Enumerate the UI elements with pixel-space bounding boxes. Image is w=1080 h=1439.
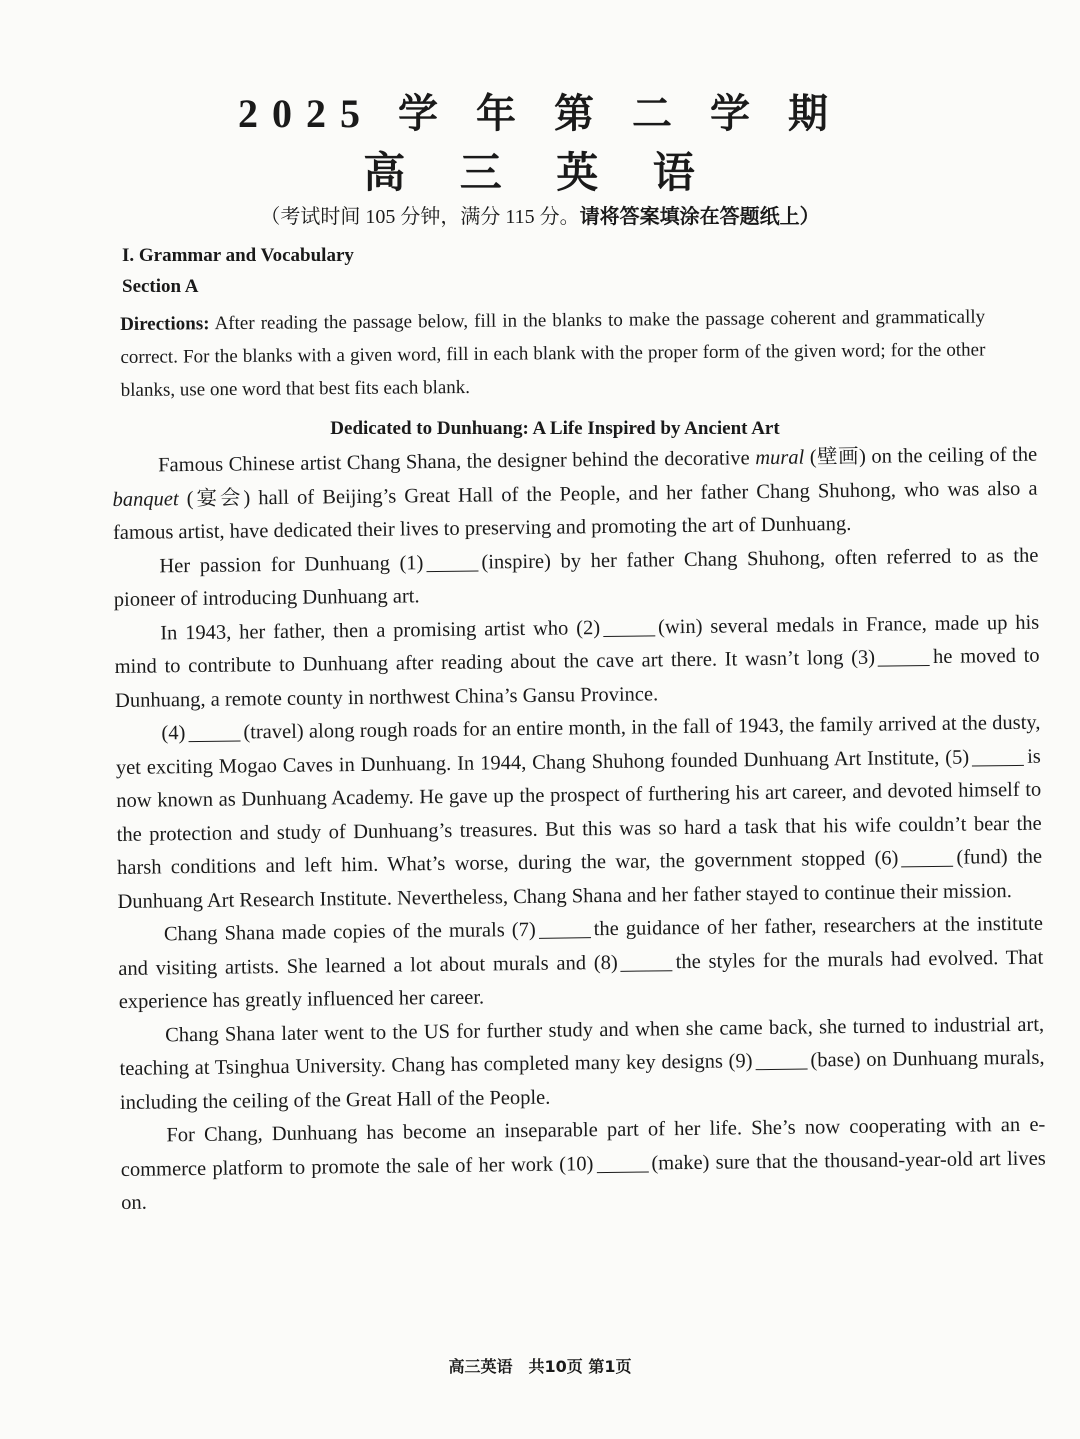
exam-note-instruction: 请将答案填涂在答题纸上） — [579, 206, 820, 228]
paragraph-4: (4) (travel) along rough roads for an entire month, in the fall of 1943, the family arrived at the dusty, yet exciting Mogao Caves in Dunhuang. In 1944, Chang Shuhong founded Dunhuang Art Institute, (5) is now known as Dunhuang Academy. He gave up the prospect of furthering his art career, and devoted himself to the protection and study of Dunhuang’s treasures. But this was so hard a task that his wife couldn’t bear the harsh conditions and left him. What’s worse, during the war, the government stopped (6) (fund) the Dunhuang Art Research Institute. Nevertheless, Chang Shana and her father stayed to continue their mission. — [115, 711, 1043, 913]
blank-6[interactable] — [901, 845, 953, 867]
keyword-banquet: banquet — [112, 487, 179, 511]
passage-title: Dedicated to Dunhuang: A Life Inspired by Ancient Art — [330, 418, 780, 439]
blank-4[interactable] — [188, 720, 240, 742]
blank-7[interactable] — [539, 917, 591, 939]
year-term-title: 2025 学 年 第 二 学 期 — [238, 91, 842, 136]
paragraph-6: Chang Shana later went to the US for further study and when she came back, she turned to industrial art, teaching at Tsinghua University. Chang has completed many key designs (9) (base) on Dunhuang murals, including the ceiling of the Great Hall of the People. — [119, 1013, 1045, 1114]
blank-8[interactable] — [621, 949, 673, 971]
section-heading: Section A — [122, 276, 199, 297]
paragraph-1: Famous Chinese artist Chang Shana, the designer behind the decorative mural (壁画) on the ceiling of the banquet (宴会) hall of Beijing’s Great Hall of the People, and her father Chang Shuhong, who was also a famous artist, have dedicated their lives to preserving and promoting the art of Dunhuang. — [112, 443, 1038, 544]
blank-10[interactable] — [596, 1151, 648, 1173]
blank-9[interactable] — [755, 1048, 807, 1070]
directions — [120, 300, 986, 407]
blank-1[interactable] — [426, 550, 478, 572]
blank-5[interactable] — [972, 744, 1024, 766]
exam-note-time: （考试时间 105 分钟，满分 115 分。 — [260, 206, 580, 228]
page-footer: 高三英语 共10页 第1页 — [448, 1357, 632, 1376]
paragraph-3: In 1943, her father, then a promising artist who (2) (win) several medals in France, made up his mind to contribute to Dunhuang after reading about the cave art there. It wasn’t long (3) he moved to Dunhuang, a remote county in northwest China’s Gansu Province. — [114, 611, 1040, 712]
keyword-mural: mural — [755, 446, 805, 470]
blank-2[interactable] — [603, 614, 655, 636]
subject-title: 高 三 英 语 — [363, 151, 717, 197]
part-heading: I. Grammar and Vocabulary — [122, 245, 354, 266]
blank-3[interactable] — [878, 645, 930, 667]
directions-label: Directions: — [120, 313, 210, 335]
exam-note — [0, 200, 1080, 229]
paragraph-5: Chang Shana made copies of the murals (7) the guidance of her father, researchers at the institute and visiting artists. She learned a lot about murals and (8) the styles for the murals had evolved. That experience has greatly influenced her career. — [118, 912, 1044, 1013]
directions-text: After reading the passage below, fill in the blanks to make the passage coherent and grammatically correct. For the blanks with a given word, fill in each blank with the proper form of the given word; for the other blanks, use one word that best fits each blank. — [120, 306, 986, 401]
passage — [112, 439, 1046, 1221]
paragraph-7: For Chang, Dunhuang has become an inseparable part of her life. She’s now cooperating with an e-commerce platform to promote the sale of her work (10) (make) sure that the thousand-year-old art lives on. — [120, 1113, 1046, 1214]
paragraph-2: Her passion for Dunhuang (1) (inspire) by her father Chang Shuhong, often referred to as the pioneer of introducing Dunhuang art. — [113, 544, 1039, 611]
